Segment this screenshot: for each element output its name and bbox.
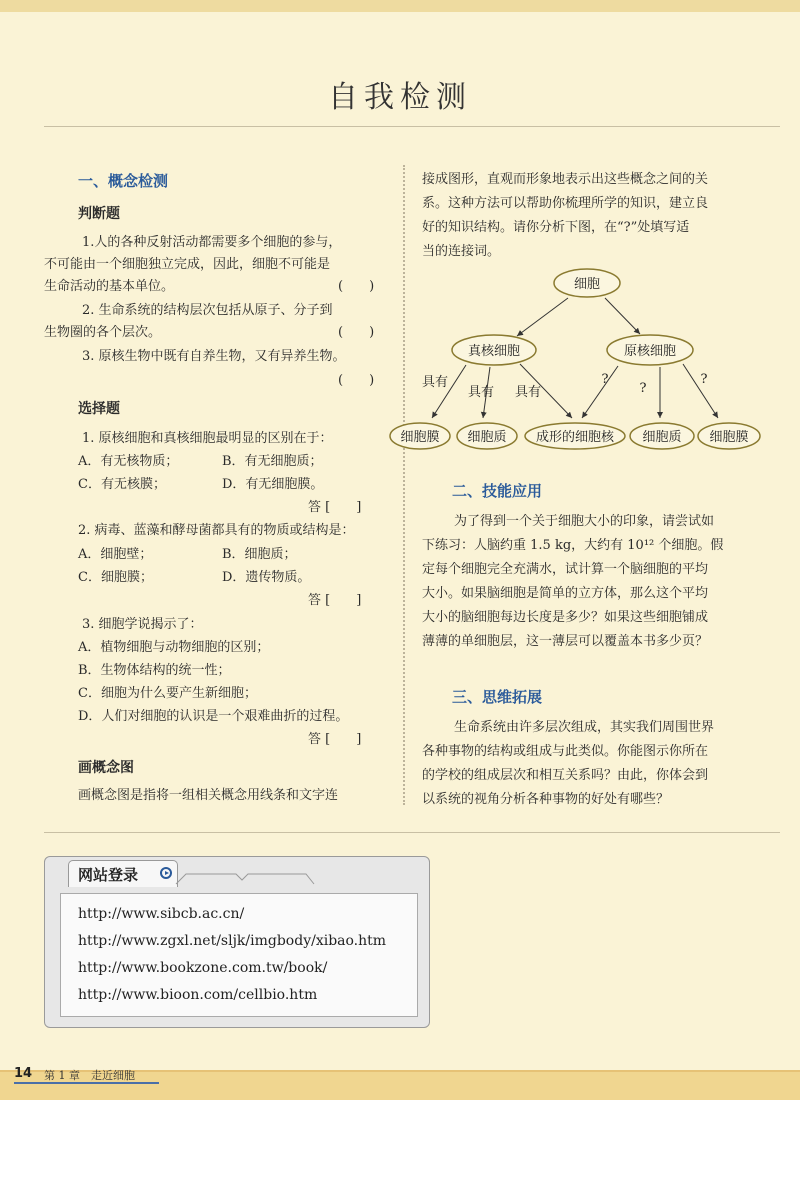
section3-line4: 以系统的视角分析各种事物的好处有哪些？ bbox=[422, 792, 670, 807]
section2-line5: 大小的脑细胞每边长度是多少？如果这些细胞铺成 bbox=[422, 610, 709, 625]
leaf-2-label: 细胞质 bbox=[467, 430, 507, 445]
page-title: 自我检测 bbox=[328, 80, 472, 115]
q3-option-b: B．生物体结构的统一性； bbox=[78, 663, 231, 678]
q2-option-c: C．细胞膜； bbox=[78, 570, 153, 585]
page-number: 14 bbox=[14, 1066, 33, 1081]
q1-answer-blank[interactable]: 答 [ ] bbox=[308, 500, 362, 515]
arrow-root-right bbox=[605, 298, 640, 334]
q3-option-d: D．人们对细胞的认识是一个艰难曲折的过程。 bbox=[78, 709, 349, 724]
section3-heading: 三、思维拓展 bbox=[452, 688, 543, 706]
section2-line3: 定每个细胞完全充满水，试计算一个脑细胞的平均 bbox=[422, 562, 709, 577]
link-label-left-2: 具有 bbox=[467, 385, 495, 400]
website-divider bbox=[44, 832, 780, 833]
concept-map-text-right-4: 当的连接词。 bbox=[422, 244, 501, 259]
concept-map-text-right-3: 好的知识结构。请你分析下图，在“?”处填写适 bbox=[422, 220, 690, 235]
concept-map-text-left: 画概念图是指将一组相关概念用线条和文字连 bbox=[78, 788, 339, 803]
judge3-line1: 3. 原核生物中既有自养生物，又有异养生物。 bbox=[82, 349, 346, 364]
judge3-answer-blank[interactable]: ( ) bbox=[338, 373, 375, 388]
judge-heading: 判断题 bbox=[78, 206, 120, 222]
q1-stem: 1. 原核细胞和真核细胞最明显的区别在于： bbox=[82, 431, 333, 446]
website-link-2[interactable]: http://www.zgxl.net/sljk/imgbody/xibao.htm bbox=[78, 933, 387, 949]
judge1-line3: 生命活动的基本单位。 bbox=[44, 279, 175, 294]
judge1-line2: 不可能由一个细胞独立完成，因此，细胞不可能是 bbox=[44, 257, 331, 272]
section3-line1: 生命系统由许多层次组成，其实我们周围世界 bbox=[454, 720, 715, 735]
choice-heading: 选择题 bbox=[78, 401, 120, 417]
link-label-right-3: ? bbox=[700, 372, 708, 387]
q2-option-b: B．细胞质； bbox=[222, 547, 297, 562]
node-right-label: 原核细胞 bbox=[623, 344, 677, 359]
q3-option-c: C．细胞为什么要产生新细胞； bbox=[78, 686, 257, 701]
leaf-4-label: 细胞质 bbox=[642, 430, 682, 445]
q1-option-c: C．有无核膜； bbox=[78, 477, 166, 492]
q1-option-b: B．有无细胞质； bbox=[222, 454, 323, 469]
concept-map-text-right-2: 系。这种方法可以帮助你梳理所学的知识，建立良 bbox=[422, 196, 709, 211]
q3-option-a: A．植物细胞与动物细胞的区别； bbox=[78, 640, 270, 655]
website-link-3[interactable]: http://www.bookzone.com.tw/book/ bbox=[78, 960, 328, 976]
section2-line2: 下练习：人脑约重 1.5 kg，大约有 10¹² 个细胞。假 bbox=[422, 538, 724, 553]
q3-stem: 3. 细胞学说揭示了： bbox=[82, 617, 203, 632]
section1-heading: 一、概念检测 bbox=[78, 172, 169, 190]
section3-line3: 的学校的组成层次和相互关系吗？由此，你体会到 bbox=[422, 768, 709, 783]
website-tab-label: 网站登录 bbox=[78, 866, 139, 884]
leaf-5-label: 细胞膜 bbox=[709, 430, 749, 445]
q3-answer-blank[interactable]: 答 [ ] bbox=[308, 732, 362, 747]
arrow-right-1 bbox=[582, 366, 618, 418]
website-link-4[interactable]: http://www.bioon.com/cellbio.htm bbox=[78, 987, 318, 1003]
judge2-line1: 2. 生命系统的结构层次包括从原子、分子到 bbox=[82, 303, 333, 318]
q2-stem: 2. 病毒、蓝藻和酵母菌都具有的物质或结构是： bbox=[78, 523, 355, 538]
footer-underline bbox=[14, 1082, 159, 1084]
concept-map-heading: 画概念图 bbox=[78, 760, 134, 776]
play-circle-icon bbox=[160, 867, 172, 879]
node-root-label: 细胞 bbox=[573, 277, 601, 292]
judge1-answer-blank[interactable]: ( ) bbox=[338, 279, 375, 294]
concept-map-text-right-1: 接成图形，直观而形象地表示出这些概念之间的关 bbox=[422, 172, 709, 187]
q2-option-d: D．遗传物质。 bbox=[222, 570, 311, 585]
link-label-right-2: ? bbox=[639, 381, 647, 396]
section2-heading: 二、技能应用 bbox=[452, 482, 543, 500]
leaf-1-label: 细胞膜 bbox=[400, 430, 440, 445]
leaf-3-label: 成形的细胞核 bbox=[535, 430, 615, 445]
q1-option-a: A．有无核物质； bbox=[78, 454, 179, 469]
chapter-label: 第 1 章 走近细胞 bbox=[44, 1069, 135, 1082]
link-label-right-1: ? bbox=[601, 372, 609, 387]
arrow-root-left bbox=[517, 298, 568, 336]
section3-line2: 各种事物的结构或组成与此类似。你能图示你所在 bbox=[422, 744, 709, 759]
link-label-left-3: 具有 bbox=[514, 385, 542, 400]
q2-answer-blank[interactable]: 答 [ ] bbox=[308, 593, 362, 608]
website-link-1[interactable]: http://www.sibcb.ac.cn/ bbox=[78, 906, 245, 922]
node-left-label: 真核细胞 bbox=[467, 344, 521, 359]
arrow-left-1 bbox=[432, 365, 466, 418]
section2-line1: 为了得到一个关于细胞大小的印象，请尝试如 bbox=[454, 514, 715, 529]
judge1-line1: 1.人的各种反射活动都需要多个细胞的参与， bbox=[82, 235, 342, 250]
judge2-line2: 生物圈的各个层次。 bbox=[44, 325, 162, 340]
section2-line6: 薄薄的单细胞层，这一薄层可以覆盖本书多少页？ bbox=[422, 634, 709, 649]
q1-option-d: D．有无细胞膜。 bbox=[222, 477, 324, 492]
link-label-left-1: 具有 bbox=[421, 375, 449, 390]
section2-line4: 大小。如果脑细胞是简单的立方体，那么这个平均 bbox=[422, 586, 709, 601]
q2-option-a: A．细胞壁； bbox=[78, 547, 153, 562]
judge2-answer-blank[interactable]: ( ) bbox=[338, 325, 375, 340]
